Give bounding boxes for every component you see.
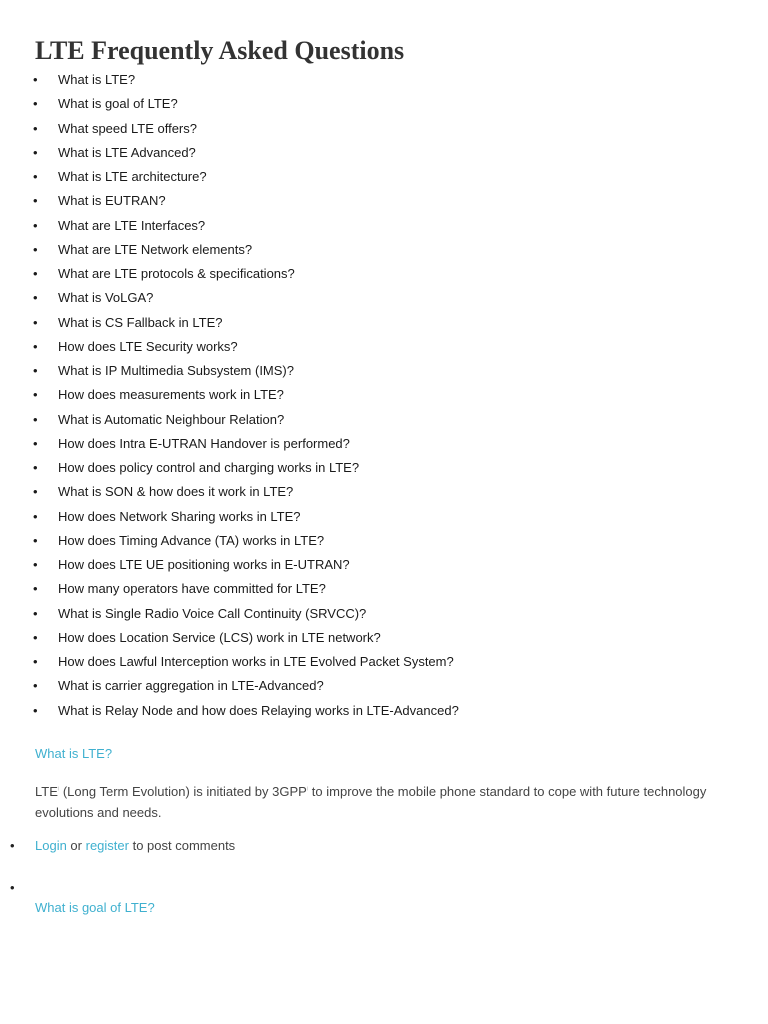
faq-question-text[interactable]: What is Relay Node and how does Relaying works in LTE-Advanced? (58, 702, 459, 718)
faq-question-text[interactable]: What is Automatic Neighbour Relation? (58, 411, 285, 427)
faq-question-text[interactable]: What is LTE Advanced? (58, 144, 196, 160)
faq-list (0, 68, 459, 723)
faq-question-text[interactable]: What is VoLGA? (58, 290, 154, 306)
faq-list-item[interactable] (0, 359, 459, 383)
faq-list-item[interactable] (0, 238, 459, 262)
faq-question-text[interactable]: What is goal of LTE? (58, 96, 178, 112)
comment-links (0, 837, 235, 855)
list-bullet: • (33, 169, 38, 184)
faq-list-item[interactable] (0, 432, 459, 456)
list-bullet: • (33, 217, 38, 233)
faq-question-text[interactable]: What are LTE Interfaces? (58, 217, 206, 233)
faq-list-item[interactable] (0, 408, 459, 432)
register-link[interactable]: register (85, 838, 129, 853)
faq-question-text[interactable]: How does policy control and charging works in LTE? (58, 460, 360, 475)
faq-question-text[interactable]: What are LTE protocols & specifications? (58, 266, 295, 281)
faq-question-text[interactable]: How does Intra E-UTRAN Handover is performed? (58, 435, 350, 451)
faq-question-text[interactable]: What is EUTRAN? (58, 193, 166, 209)
list-bullet: • (33, 605, 38, 621)
faq-question-text[interactable]: What is LTE architecture? (58, 169, 207, 184)
faq-list-item[interactable] (0, 262, 459, 286)
list-bullet: • (33, 314, 38, 330)
list-bullet: • (33, 629, 38, 645)
faq-question-text[interactable]: How does Timing Advance (TA) works in LTE? (58, 532, 325, 548)
faq-list-item[interactable] (0, 189, 459, 213)
faq-list-item[interactable] (0, 456, 459, 480)
list-bullet: • (33, 654, 38, 669)
answer-text-part-3: to improve the mobile phone standard to cope with future technology evolutions and needs. (35, 784, 707, 820)
faq-question-text[interactable]: What is carrier aggregation in LTE-Advanced? (58, 678, 324, 694)
list-bullet: • (33, 144, 38, 160)
list-bullet: • (33, 581, 38, 597)
faq-question-text[interactable]: How does LTE Security works? (58, 338, 238, 354)
list-bullet: • (33, 120, 38, 136)
faq-question-text[interactable]: What is SON & how does it work in LTE? (58, 484, 294, 500)
faq-list-item[interactable] (0, 311, 459, 335)
faq-list-item[interactable] (0, 529, 459, 553)
faq-list-item[interactable] (0, 577, 459, 601)
faq-question-text[interactable]: What is IP Multimedia Subsystem (IMS)? (58, 363, 294, 378)
faq-question-text[interactable]: How does Lawful Interception works in LTE Evolved Packet System? (58, 654, 454, 669)
faq-list-item[interactable] (0, 553, 459, 577)
faq-list-item[interactable] (0, 141, 459, 165)
list-bullet: • (33, 484, 38, 500)
faq-list-item[interactable] (0, 214, 459, 238)
post-comments-text: to post comments (128, 838, 236, 853)
or-text: or (66, 838, 86, 853)
faq-list-item[interactable] (0, 650, 459, 674)
list-bullet: • (33, 411, 38, 427)
faq-question-text[interactable]: What speed LTE offers? (58, 120, 197, 136)
faq-list-item[interactable] (0, 68, 459, 92)
faq-question-text[interactable]: What is Single Radio Voice Call Continuity (SRVCC)? (58, 605, 367, 621)
list-bullet: • (33, 532, 38, 548)
list-bullet: • (10, 880, 15, 895)
faq-list-item[interactable] (0, 626, 459, 650)
list-bullet: • (33, 241, 38, 257)
faq-list-item[interactable] (0, 335, 459, 359)
reference-marker[interactable]: i (57, 786, 60, 793)
list-bullet: • (33, 266, 38, 281)
list-bullet: • (33, 72, 38, 87)
faq-question-text[interactable]: How does Location Service (LCS) work in LTE network? (58, 629, 381, 645)
faq-question-text[interactable]: How does Network Sharing works in LTE? (58, 508, 301, 524)
login-link[interactable]: Login (35, 838, 67, 853)
faq-question-text[interactable]: How many operators have committed for LTE? (58, 581, 326, 597)
faq-list-item[interactable] (0, 383, 459, 407)
list-bullet: • (33, 193, 38, 209)
faq-list-item[interactable] (0, 117, 459, 141)
faq-list-item[interactable] (0, 505, 459, 529)
answer-text-part-2: (Long Term Evolution) is initiated by 3GPP (59, 784, 307, 799)
list-bullet: • (33, 96, 38, 112)
page-title: LTE Frequently Asked Questions (35, 36, 405, 65)
answer-text-part-1: LTE (35, 784, 58, 799)
list-bullet: • (33, 387, 38, 403)
faq-list-item[interactable] (0, 699, 459, 723)
answer-paragraph-what-is-lte (35, 781, 735, 823)
list-bullet: • (33, 702, 38, 718)
faq-list-item[interactable] (0, 92, 459, 116)
reference-marker[interactable]: i (306, 786, 309, 793)
faq-list-item[interactable] (0, 480, 459, 504)
section-heading-goal-of-lte[interactable]: What is goal of LTE? (35, 900, 155, 915)
section-heading-what-is-lte[interactable]: What is LTE? (35, 746, 113, 761)
list-bullet: • (33, 338, 38, 354)
list-bullet: • (33, 363, 38, 378)
faq-question-text[interactable]: What is CS Fallback in LTE? (58, 314, 223, 330)
list-bullet: • (33, 460, 38, 475)
faq-question-text[interactable]: How does measurements work in LTE? (58, 387, 284, 403)
list-bullet: • (33, 678, 38, 694)
list-bullet: • (33, 435, 38, 451)
faq-question-text[interactable]: What are LTE Network elements? (58, 241, 253, 257)
list-bullet: • (33, 508, 38, 524)
list-bullet: • (10, 838, 15, 853)
faq-list-item[interactable] (0, 602, 459, 626)
list-bullet: • (33, 290, 38, 306)
faq-list-item[interactable] (0, 165, 459, 189)
faq-list-item[interactable] (0, 286, 459, 310)
faq-list-item[interactable] (0, 674, 459, 698)
faq-question-text[interactable]: What is LTE? (58, 72, 136, 87)
faq-question-text[interactable]: How does LTE UE positioning works in E-UTRAN? (58, 557, 350, 572)
list-bullet: • (33, 557, 38, 572)
